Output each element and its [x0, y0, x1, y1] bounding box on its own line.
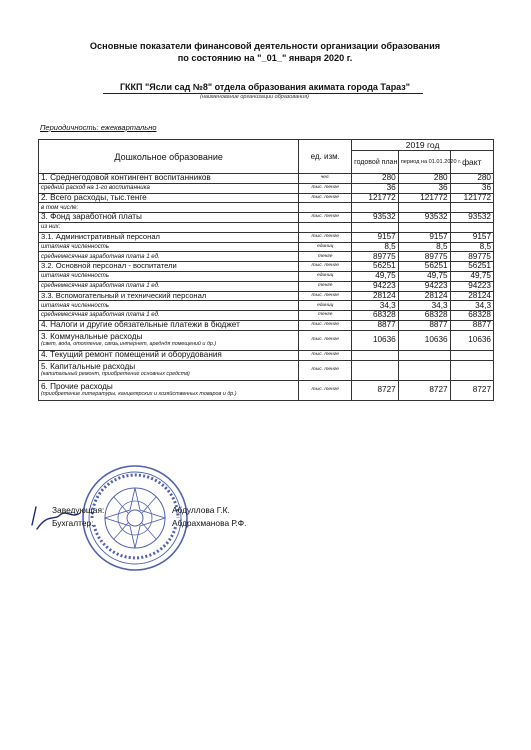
- column-header-main: Дошкольное образование: [39, 140, 299, 174]
- row-unit: тыс. тенге: [299, 320, 352, 330]
- row-period-value: [398, 350, 450, 360]
- row-period-value: [398, 360, 450, 380]
- table-row: [39, 271, 494, 281]
- row-period-value: 9157: [398, 232, 450, 242]
- row-label-text: 3. Коммунальные расходы: [41, 331, 143, 341]
- row-plan-value: [352, 360, 399, 380]
- financial-indicators-table: [38, 139, 494, 401]
- row-plan-value: 121772: [352, 193, 399, 203]
- table-row: [39, 291, 494, 301]
- row-unit: [299, 203, 352, 213]
- row-label: 3.3. Вспомогательный и технический персонал: [39, 291, 299, 301]
- row-unit: тенге: [299, 311, 352, 321]
- row-label: 2. Всего расходы, тыс.тенге: [39, 193, 299, 203]
- row-plan-value: 8,5: [352, 242, 399, 252]
- table-row: [39, 232, 494, 242]
- table-row: [39, 222, 494, 232]
- row-period-value: 93532: [398, 213, 450, 223]
- row-unit: тыс. тенге: [299, 350, 352, 360]
- row-unit: тыс. тенге: [299, 360, 352, 380]
- row-plan-value: [352, 350, 399, 360]
- row-unit: тыс. тенге: [299, 291, 352, 301]
- row-label-text: 5. Капитальные расходы: [41, 361, 136, 371]
- row-label: 3.1. Административный персонал: [39, 232, 299, 242]
- row-unit: чел.: [299, 174, 352, 184]
- row-label: штатная численность: [39, 242, 299, 252]
- row-plan-value: 9157: [352, 232, 399, 242]
- organization-name: ГККП "Ясли сад №8" отдела образования акимата города Тараз": [119, 82, 411, 92]
- report-title: [40, 40, 490, 64]
- row-fact-value: 89775: [450, 252, 493, 262]
- signature-name-director: Абдуллова Г.К.: [172, 505, 230, 515]
- signature-role-director: Заведующая:: [52, 505, 105, 515]
- table-row: [39, 311, 494, 321]
- row-plan-value: 8727: [352, 380, 399, 400]
- row-period-value: 28124: [398, 291, 450, 301]
- row-plan-value: [352, 203, 399, 213]
- row-fact-value: 9157: [450, 232, 493, 242]
- table-row: [39, 203, 494, 213]
- row-label-note: (свет, вода, отопление, связь,интернет, аредндя помещений и др.): [41, 341, 217, 348]
- table-row: [39, 350, 494, 360]
- table-row: [39, 330, 494, 350]
- column-header-year: 2019 год: [352, 140, 494, 151]
- row-period-value: 49,75: [398, 271, 450, 281]
- table-row: [39, 360, 494, 380]
- row-fact-value: 280: [450, 174, 493, 184]
- row-unit: единиц: [299, 242, 352, 252]
- row-period-value: [398, 222, 450, 232]
- row-plan-value: 68328: [352, 311, 399, 321]
- organization-caption: (наименование организации образования): [200, 94, 309, 100]
- row-label: в том числе:: [39, 203, 299, 213]
- row-label: среднемесячная заработная плата 1 ед.: [39, 281, 299, 291]
- table-row: [39, 281, 494, 291]
- row-unit: тенге: [299, 281, 352, 291]
- row-unit: [299, 222, 352, 232]
- column-header-plan: годовой план: [352, 151, 399, 174]
- row-period-value: 8877: [398, 320, 450, 330]
- row-fact-value: 93532: [450, 213, 493, 223]
- row-period-value: 34,3: [398, 301, 450, 311]
- row-plan-value: 34,3: [352, 301, 399, 311]
- row-label: из них:: [39, 222, 299, 232]
- row-label: среднемесячная заработная плата 1 ед.: [39, 311, 299, 321]
- row-plan-value: 94223: [352, 281, 399, 291]
- table-row: [39, 262, 494, 272]
- row-label-text: 6. Прочие расходы: [41, 381, 113, 391]
- row-plan-value: 28124: [352, 291, 399, 301]
- row-fact-value: 36: [450, 183, 493, 193]
- row-unit: единиц: [299, 301, 352, 311]
- row-plan-value: 280: [352, 174, 399, 184]
- row-plan-value: 10636: [352, 330, 399, 350]
- row-plan-value: 56251: [352, 262, 399, 272]
- signature-role-accountant: Бухгалтер:: [52, 518, 94, 528]
- row-label-note: (капитальный ремонт, приобретение основных средств): [41, 371, 190, 378]
- table-row: [39, 242, 494, 252]
- row-fact-value: 94223: [450, 281, 493, 291]
- row-label: [39, 380, 299, 400]
- row-fact-value: 8877: [450, 320, 493, 330]
- row-label: штатная численность: [39, 271, 299, 281]
- row-fact-value: [450, 203, 493, 213]
- row-label: 3.2. Основной персонал - воспитатели: [39, 262, 299, 272]
- row-unit: тыс. тенге: [299, 213, 352, 223]
- table-row: [39, 213, 494, 223]
- table-row: [39, 174, 494, 184]
- row-unit: единиц: [299, 271, 352, 281]
- row-period-value: 94223: [398, 281, 450, 291]
- signature-name-accountant: Абдрахманова Р.Ф.: [172, 518, 247, 528]
- row-label-note: (приобретение литературы, канцелярских и хозяйственных товаров и др.): [41, 391, 237, 398]
- column-header-fact: факт: [450, 151, 493, 174]
- row-fact-value: [450, 350, 493, 360]
- table-row: [39, 193, 494, 203]
- table-row: [39, 252, 494, 262]
- row-fact-value: 34,3: [450, 301, 493, 311]
- row-label: среднемесячная заработная плата 1 ед.: [39, 252, 299, 262]
- row-fact-value: 8,5: [450, 242, 493, 252]
- column-header-period: период на 01.01.2020 г.: [398, 151, 450, 174]
- row-plan-value: 8877: [352, 320, 399, 330]
- title-line-2: по состоянию на "_01_" января 2020 г.: [177, 53, 353, 63]
- row-period-value: 8,5: [398, 242, 450, 252]
- row-label: 4. Налоги и другие обязательные платежи в бюджет: [39, 320, 299, 330]
- row-plan-value: 36: [352, 183, 399, 193]
- row-period-value: 121772: [398, 193, 450, 203]
- row-unit: тыс. тенге: [299, 380, 352, 400]
- row-unit: тыс. тенге: [299, 193, 352, 203]
- signature-block: [40, 503, 480, 573]
- row-plan-value: 89775: [352, 252, 399, 262]
- row-label: штатная численность: [39, 301, 299, 311]
- row-label: средний расход на 1-го воспитанника: [39, 183, 299, 193]
- row-period-value: 56251: [398, 262, 450, 272]
- row-fact-value: 56251: [450, 262, 493, 272]
- row-label: 1. Среднегодовой контингент воспитанников: [39, 174, 299, 184]
- row-unit: тыс. тенге: [299, 183, 352, 193]
- row-unit: тыс. тенге: [299, 262, 352, 272]
- organization-line: [40, 82, 490, 93]
- row-fact-value: [450, 222, 493, 232]
- row-label: [39, 330, 299, 350]
- row-fact-value: 8727: [450, 380, 493, 400]
- table-row: [39, 320, 494, 330]
- row-period-value: 68328: [398, 311, 450, 321]
- row-fact-value: 121772: [450, 193, 493, 203]
- table-row: [39, 183, 494, 193]
- row-fact-value: 68328: [450, 311, 493, 321]
- row-period-value: 89775: [398, 252, 450, 262]
- row-fact-value: 49,75: [450, 271, 493, 281]
- table-body: [39, 174, 494, 401]
- row-fact-value: 28124: [450, 291, 493, 301]
- row-period-value: 280: [398, 174, 450, 184]
- row-label: [39, 360, 299, 380]
- row-label: 3. Фонд заработной платы: [39, 213, 299, 223]
- table-row: [39, 380, 494, 400]
- row-unit: тенге: [299, 252, 352, 262]
- row-unit: тыс. тенге: [299, 330, 352, 350]
- title-line-1: Основные показатели финансовой деятельности организации образования: [89, 41, 441, 51]
- row-fact-value: 10636: [450, 330, 493, 350]
- row-fact-value: [450, 360, 493, 380]
- row-period-value: 10636: [398, 330, 450, 350]
- periodicity-label: Периодичность: ежеквартально: [40, 123, 157, 132]
- row-plan-value: 93532: [352, 213, 399, 223]
- row-unit: тыс. тенге: [299, 232, 352, 242]
- table-row: [39, 301, 494, 311]
- row-period-value: 36: [398, 183, 450, 193]
- row-plan-value: 49,75: [352, 271, 399, 281]
- row-period-value: [398, 203, 450, 213]
- row-label: 4. Текущий ремонт помещений и оборудования: [39, 350, 299, 360]
- row-period-value: 8727: [398, 380, 450, 400]
- column-header-unit: ед. изм.: [299, 140, 352, 174]
- row-plan-value: [352, 222, 399, 232]
